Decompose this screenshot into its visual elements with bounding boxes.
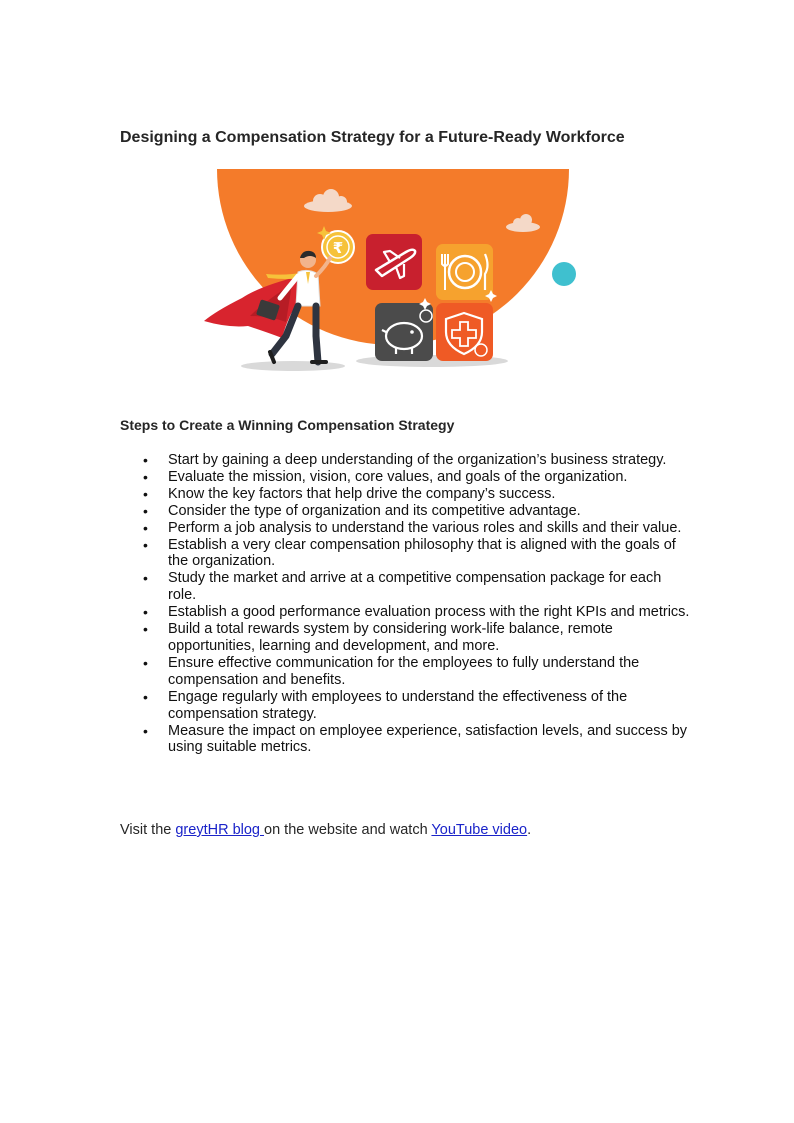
youtube-video-link[interactable]: YouTube video (431, 822, 528, 838)
section-heading: Steps to Create a Winning Compensation Strategy (120, 417, 455, 433)
bullet-icon: • (143, 688, 148, 705)
bullet-icon: • (143, 722, 148, 739)
list-item: • Consider the type of organization and its competitive advantage. (143, 502, 581, 519)
list-item: • Start by gaining a deep understanding of the organization’s business strategy. (143, 452, 667, 468)
bullet-icon: • (143, 468, 148, 485)
bullet-icon: • (143, 570, 148, 587)
bullet-icon: • (143, 604, 148, 621)
bullet-icon: • (143, 621, 148, 638)
bullet-icon: • (143, 536, 148, 553)
list-item: • Establish a good performance evaluation process with the right KPIs and metrics. (143, 604, 690, 621)
dining-plate-icon (436, 244, 493, 300)
footer-text: Visit the greytHR blog on the website and watch YouTube video. (120, 822, 532, 838)
list-item: • Evaluate the mission, vision, core values, and goals of the organization. (143, 468, 628, 485)
bullet-icon: • (143, 654, 148, 671)
document-title: Designing a Compensation Strategy for a Future-Ready Workforce (120, 129, 625, 146)
airplane-icon (366, 234, 422, 290)
bullet-icon: • (143, 452, 148, 468)
list-item: • Know the key factors that help drive the company’s success. (143, 485, 556, 502)
list-item: • Establish a very clear compensation philosophy that is aligned with the goals of the organization. (143, 536, 676, 570)
steps-list (120, 452, 690, 756)
list-item: • Engage regularly with employees to understand the effectiveness of the compensation strategy. (143, 688, 628, 722)
rupee-coin-icon (322, 231, 354, 263)
list-item: • Study the market and arrive at a competitive compensation package for each role. (143, 570, 662, 604)
list-item: • Perform a job analysis to understand the various roles and skills and their value. (143, 519, 682, 536)
hero-illustration (200, 166, 580, 378)
list-item: • Measure the impact on employee experience, satisfaction levels, and success by using suitable metrics. (143, 722, 688, 756)
bullet-icon: • (143, 519, 148, 536)
teal-dot-shape (552, 262, 576, 286)
health-shield-icon (436, 303, 493, 361)
list-item: • Ensure effective communication for the employees to fully understand the compensation and benefits. (143, 654, 640, 688)
piggy-bank-icon (375, 303, 433, 361)
greythr-blog-link[interactable]: greytHR blog (175, 822, 265, 838)
list-item: • Build a total rewards system by considering work-life balance, remote opportunities, learning and development, and more. (143, 621, 613, 654)
ground-shadow (241, 361, 345, 371)
svg-text:₹: ₹ (332, 239, 344, 257)
bullet-icon: • (143, 485, 148, 502)
bullet-icon: • (143, 502, 148, 519)
